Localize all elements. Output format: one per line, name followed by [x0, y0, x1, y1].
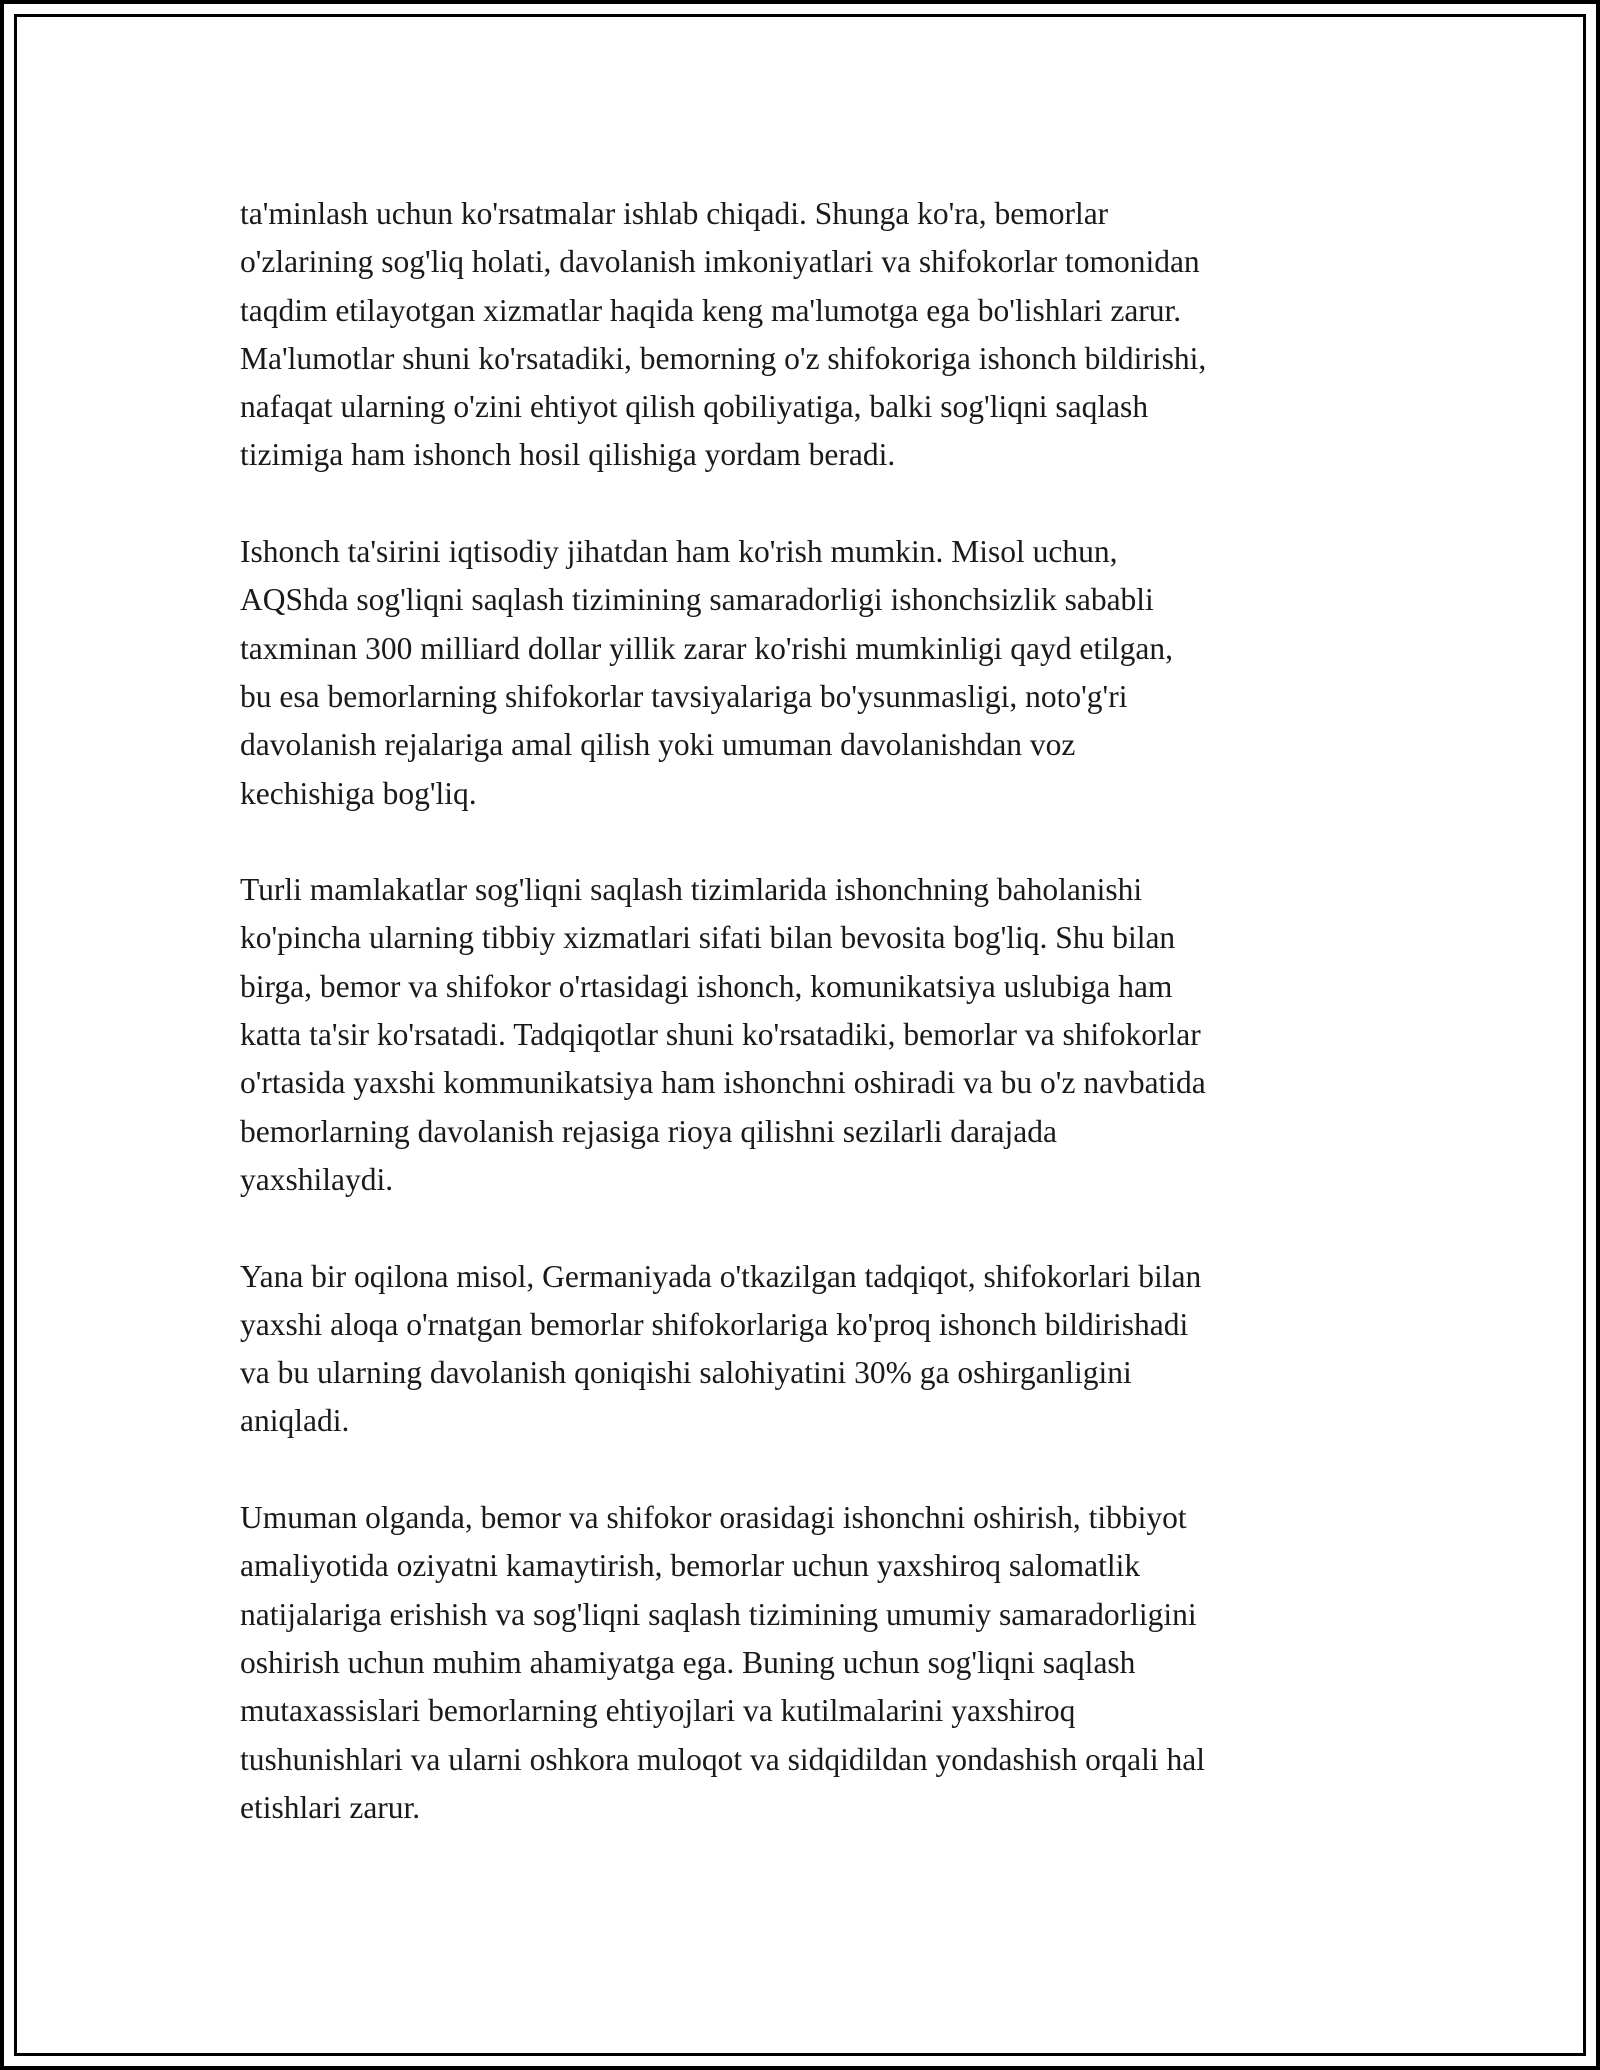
text-line: o'rtasida yaxshi kommunikatsiya ham ishonchni oshiradi va bu o'z navbatida — [240, 1065, 1206, 1101]
text-line: taqdim etilayotgan xizmatlar haqida keng ma'lumotga ega bo'lishlari zarur. — [240, 292, 1182, 328]
text-line: Yana bir oqilona misol, Germaniyada o'tkazilgan tadqiqot, shifokorlari bilan — [240, 1258, 1202, 1294]
text-line: Ishonch ta'sirini iqtisodiy jihatdan ham ko'rish mumkin. Misol uchun, — [240, 534, 1118, 570]
text-line: davolanish rejalariga amal qilish yoki umuman davolanishdan voz — [240, 727, 1076, 763]
text-line: bemorlarning davolanish rejasiga rioya qilishni sezilarli darajada — [240, 1113, 1057, 1149]
text-line: oshirish uchun muhim ahamiyatga ega. Buning uchun sog'liqni saqlash — [240, 1644, 1136, 1680]
text-line: tushunishlari va ularni oshkora muloqot va sidqidildan yondashish orqali hal — [240, 1741, 1205, 1777]
paragraph-3 — [240, 866, 1370, 1204]
text-line: aniqladi. — [240, 1403, 350, 1439]
text-line: amaliyotida oziyatni kamaytirish, bemorlar uchun yaxshiroq salomatlik — [240, 1548, 1141, 1584]
text-line: Turli mamlakatlar sog'liqni saqlash tizimlarida ishonchning baholanishi — [240, 872, 1143, 908]
text-line: bu esa bemorlarning shifokorlar tavsiyalariga bo'ysunmasligi, noto'g'ri — [240, 678, 1128, 714]
paragraph-1 — [240, 190, 1370, 480]
paragraph-5 — [240, 1494, 1370, 1832]
text-line: Umuman olganda, bemor va shifokor orasidagi ishonchni oshirish, tibbiyot — [240, 1500, 1187, 1536]
text-line: etishlari zarur. — [240, 1789, 421, 1825]
text-line: ko'pincha ularning tibbiy xizmatlari sifati bilan bevosita bog'liq. Shu bilan — [240, 920, 1176, 956]
text-line: tizimiga ham ishonch hosil qilishiga yordam beradi. — [240, 437, 896, 473]
text-line: ta'minlash uchun ko'rsatmalar ishlab chiqadi. Shunga ko'ra, bemorlar — [240, 196, 1109, 231]
document-body — [240, 190, 1370, 1880]
text-line: Ma'lumotlar shuni ko'rsatadiki, bemorning o'z shifokoriga ishonch bildirishi, — [240, 340, 1207, 376]
text-line: yaxshilaydi. — [240, 1161, 394, 1197]
text-line: va bu ularning davolanish qoniqishi salohiyatini 30% ga oshirganligini — [240, 1355, 1132, 1391]
text-line: o'zlarining sog'liq holati, davolanish imkoniyatlari va shifokorlar tomonidan — [240, 244, 1200, 280]
text-line: birga, bemor va shifokor o'rtasidagi ishonch, komunikatsiya uslubiga ham — [240, 968, 1173, 1004]
text-line: AQShda sog'liqni saqlash tizimining samaradorligi ishonchsizlik sababli — [240, 582, 1154, 618]
text-line: taxminan 300 milliard dollar yillik zarar ko'rishi mumkinligi qayd etilgan, — [240, 630, 1173, 666]
text-line: mutaxassislari bemorlarning ehtiyojlari va kutilmalarini yaxshiroq — [240, 1693, 1076, 1729]
text-line: katta ta'sir ko'rsatadi. Tadqiqotlar shuni ko'rsatadiki, bemorlar va shifokorlar — [240, 1017, 1201, 1053]
text-line: yaxshi aloqa o'rnatgan bemorlar shifokorlariga ko'proq ishonch bildirishadi — [240, 1306, 1189, 1342]
text-line: nafaqat ularning o'zini ehtiyot qilish qobiliyatiga, balki sog'liqni saqlash — [240, 389, 1149, 425]
paragraph-2 — [240, 528, 1370, 818]
paragraph-4 — [240, 1253, 1370, 1446]
text-line: kechishiga bog'liq. — [240, 775, 477, 811]
text-line: natijalariga erishish va sog'liqni saqlash tizimining umumiy samaradorligini — [240, 1596, 1197, 1632]
